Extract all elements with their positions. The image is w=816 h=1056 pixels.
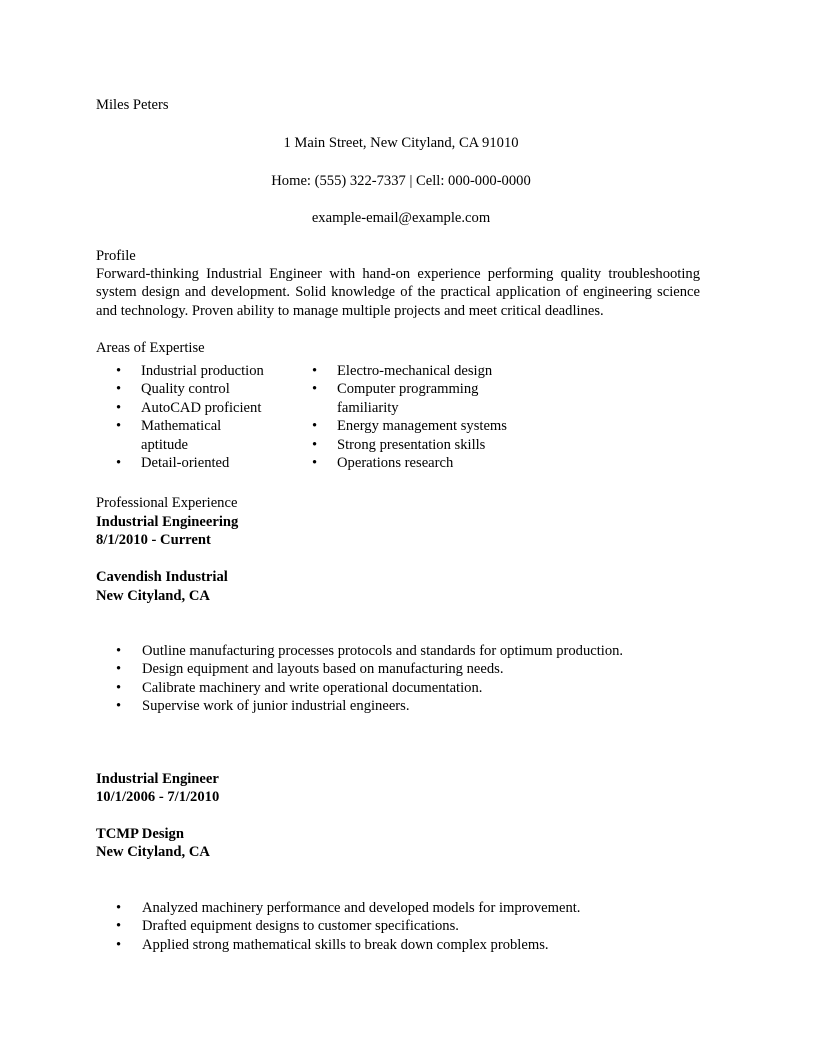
list-item: • AutoCAD proficient [116, 399, 262, 416]
bullet-icon: • [312, 436, 318, 453]
email-line: example-email@example.com [311, 210, 491, 226]
bullet-icon: • [116, 918, 122, 935]
bullet-icon: • [116, 679, 122, 696]
job-location: New Cityland, CA [96, 844, 210, 860]
expertise-heading: Areas of Expertise [96, 340, 205, 356]
profile-summary: Forward-thinking Industrial Engineer with hand-on experience performing quality troubleshooting system design and development. Solid knowledge of the practical application of engineering science and technology. Proven ability to manage multiple projects and meet critical deadlines. [96, 266, 700, 319]
job-location: New Cityland, CA [96, 588, 210, 604]
expertise-list-right [312, 362, 527, 472]
job-company: Cavendish Industrial [96, 569, 228, 585]
list-item: • Computer programming familiarity [312, 381, 479, 416]
bullet-icon: • [116, 418, 122, 435]
bullet-icon: • [312, 381, 318, 398]
job-company: TCMP Design [96, 826, 184, 842]
bullet-icon: • [116, 698, 122, 715]
expertise-list-left [116, 362, 276, 472]
bullet-icon: • [116, 381, 122, 398]
job-title: Industrial Engineering [96, 514, 239, 530]
bullet-icon: • [116, 643, 122, 659]
list-item: • Operations research [312, 455, 454, 472]
bullet-icon: • [312, 455, 318, 472]
job-dates: 8/1/2010 - Current [96, 532, 211, 548]
bullet-icon: • [116, 661, 122, 678]
list-item: • Outline manufacturing processes protocols and standards for optimum production. [116, 643, 624, 659]
list-item: • Analyzed machinery performance and developed models for improvement. [116, 900, 581, 916]
list-item: • Calibrate machinery and write operational documentation. [116, 679, 483, 696]
list-item: • Mathematical aptitude [116, 418, 222, 453]
list-item: • Strong presentation skills [312, 436, 486, 453]
list-item: • Design equipment and layouts based on manufacturing needs. [116, 661, 504, 678]
job-dates: 10/1/2006 - 7/1/2010 [96, 789, 220, 805]
list-item: • Drafted equipment designs to customer specifications. [116, 918, 459, 935]
job-duties-list [96, 899, 706, 954]
bullet-icon: • [312, 363, 318, 379]
list-item: • Applied strong mathematical skills to break down complex problems. [116, 936, 549, 953]
experience-heading: Professional Experience [96, 495, 238, 511]
bullet-icon: • [116, 399, 122, 416]
list-item: • Detail-oriented [116, 455, 230, 472]
address-line: 1 Main Street, New Cityland, CA 91010 [283, 135, 519, 151]
list-item: • Supervise work of junior industrial engineers. [116, 698, 410, 715]
bullet-icon: • [116, 900, 122, 916]
bullet-icon: • [116, 363, 122, 379]
bullet-icon: • [116, 455, 122, 472]
list-item: • Energy management systems [312, 418, 507, 435]
list-item: • Industrial production [116, 363, 264, 379]
job-title: Industrial Engineer [96, 771, 219, 787]
candidate-name: Miles Peters [96, 97, 169, 113]
list-item: • Quality control [116, 381, 230, 398]
phone-line: Home: (555) 322-7337 | Cell: 000-000-0000 [271, 173, 531, 189]
bullet-icon: • [312, 418, 318, 435]
bullet-icon: • [116, 936, 122, 953]
list-item: • Electro-mechanical design [312, 363, 493, 379]
profile-heading: Profile [96, 248, 136, 264]
job-duties-list [96, 642, 706, 716]
